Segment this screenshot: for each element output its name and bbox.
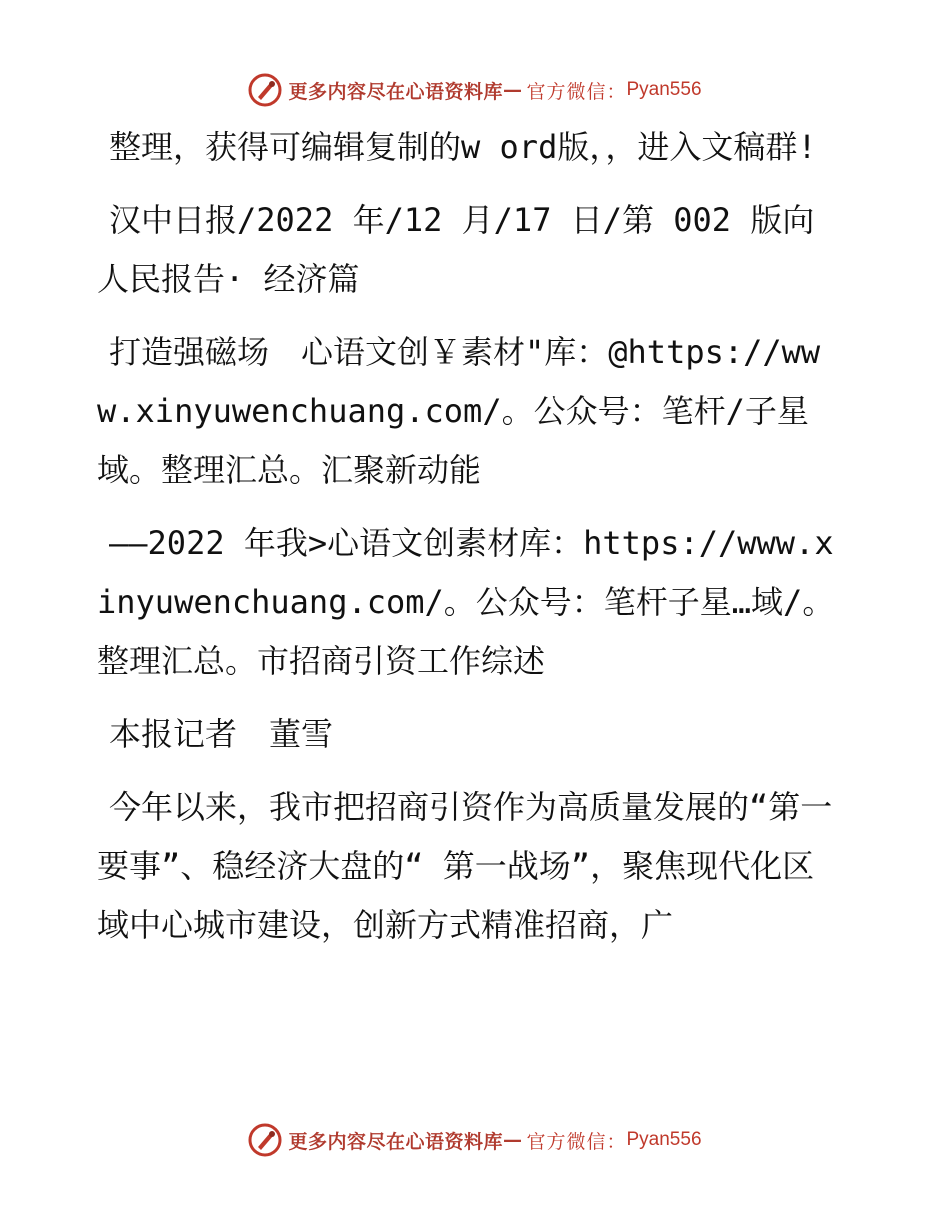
banner-wechat-label: 官方微信： (526, 80, 627, 103)
paragraph-headline: 打造强磁场 心语文创￥素材"库：@https://www.xinyuwenchuang.com/。公众号：笔杆/子星域。整理汇总。汇聚新动能 (97, 333, 821, 489)
banner-wechat-id: Pyan556 (626, 79, 702, 100)
brand-logo-icon (248, 1123, 282, 1157)
banner-slogan: 更多内容尽在心语资料库 (288, 1130, 503, 1153)
banner-separator: — (502, 79, 523, 101)
header-watermark-banner (0, 68, 950, 112)
paragraph-source-line: 汉中日报/2022 年/12 月/17 日/第 002 版向人民报告· 经济篇 (97, 201, 815, 298)
paragraph-subheadline: ——2022 年我>心语文创素材库：https://www.xinyuwenchuang.com/。公众号：笔杆子星…域/。整理汇总。市招商引资工作综述 (97, 524, 835, 680)
document-body (97, 118, 837, 969)
banner-separator: — (502, 1129, 523, 1151)
banner-slogan: 更多内容尽在心语资料库 (288, 80, 503, 103)
paragraph-byline: 本报记者 董雪 (109, 715, 334, 753)
banner-wechat-label: 官方微信： (526, 1130, 627, 1153)
paragraph-intro: 整理，获得可编辑复制的w ord版，，进入文稿群! (109, 128, 817, 166)
footer-watermark-banner (0, 1118, 950, 1162)
brand-logo-icon (248, 73, 282, 107)
banner-wechat-id: Pyan556 (626, 1129, 702, 1150)
paragraph-body: 今年以来，我市把招商引资作为高质量发展的“第一要事”、稳经济大盘的“ 第一战场”，聚焦现代化区域中心城市建设，创新方式精准招商，广 (97, 788, 833, 944)
